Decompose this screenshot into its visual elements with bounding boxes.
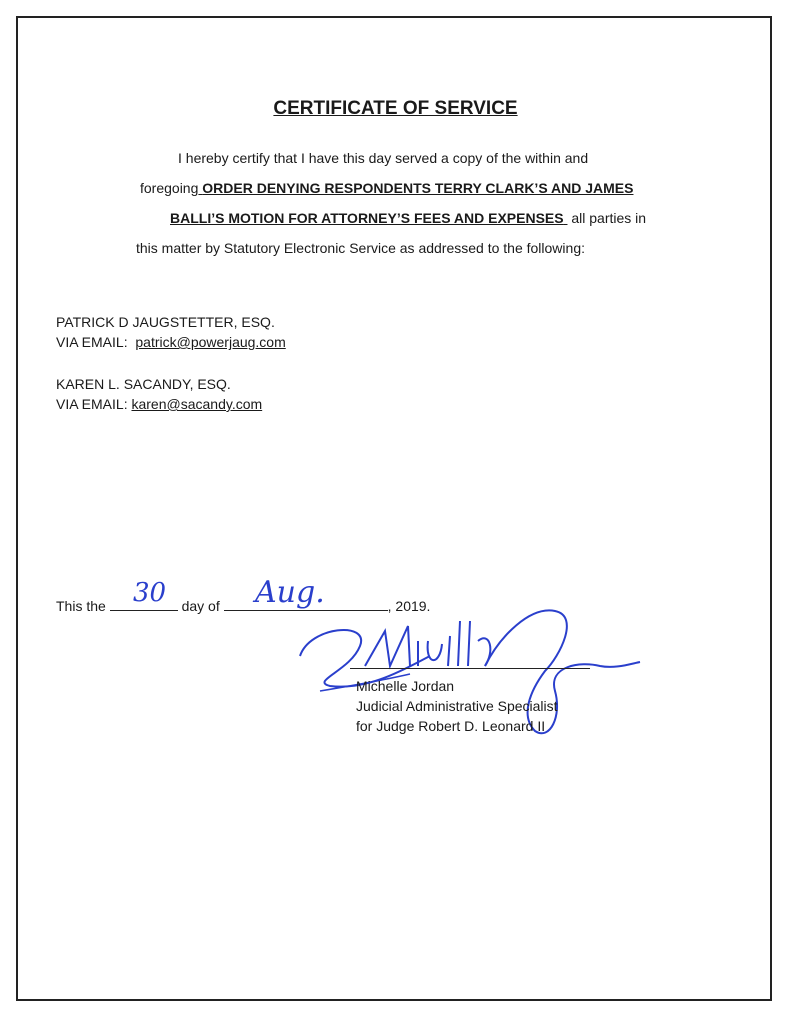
handwritten-day: 30 — [133, 578, 167, 608]
order-title-part2 — [170, 210, 567, 226]
recipient-2 — [56, 374, 262, 414]
recipient-email-line — [56, 394, 262, 414]
via-label: VIA EMAIL: — [56, 396, 128, 412]
signer-for: for Judge Robert D. Leonard II — [356, 718, 546, 734]
document-title — [0, 98, 791, 120]
body-suffix: all parties in — [571, 210, 647, 226]
signer-block — [356, 676, 558, 736]
dateline-day-of: day of — [181, 598, 220, 614]
body-prefix: foregoing — [140, 180, 199, 196]
recipient-name: PATRICK D JAUGSTETTER, ESQ. — [56, 314, 275, 330]
order-title-part1-text: ORDER DENYING RESPONDENTS TERRY CLARK’S AND JAMES — [202, 180, 634, 196]
body-line-3 — [170, 210, 646, 226]
order-title-part2-text: BALLI’S MOTION FOR ATTORNEY’S FEES AND EXPENSES — [170, 210, 564, 226]
signer-title: Judicial Administrative Specialist — [356, 698, 558, 714]
recipient-email-line — [56, 332, 286, 352]
body-line-4: this matter by Statutory Electronic Service as addressed to the following: — [136, 240, 585, 256]
via-label: VIA EMAIL: — [56, 334, 128, 350]
body-line-1: I hereby certify that I have this day served a copy of the within and — [178, 150, 589, 166]
signer-name: Michelle Jordan — [356, 678, 455, 694]
recipient-name: KAREN L. SACANDY, ESQ. — [56, 376, 231, 392]
email-link[interactable]: patrick@powerjaug.com — [135, 334, 286, 350]
email-link[interactable]: karen@sacandy.com — [131, 396, 263, 412]
title-text: CERTIFICATE OF SERVICE — [273, 98, 518, 119]
dateline-year: , 2019. — [387, 598, 431, 614]
dateline-prefix: This the — [56, 598, 106, 614]
order-title-part1 — [198, 180, 633, 196]
body-line-2 — [140, 180, 633, 196]
handwritten-month: Aug. — [255, 575, 325, 610]
signature-line — [350, 668, 590, 669]
recipient-1 — [56, 312, 286, 352]
